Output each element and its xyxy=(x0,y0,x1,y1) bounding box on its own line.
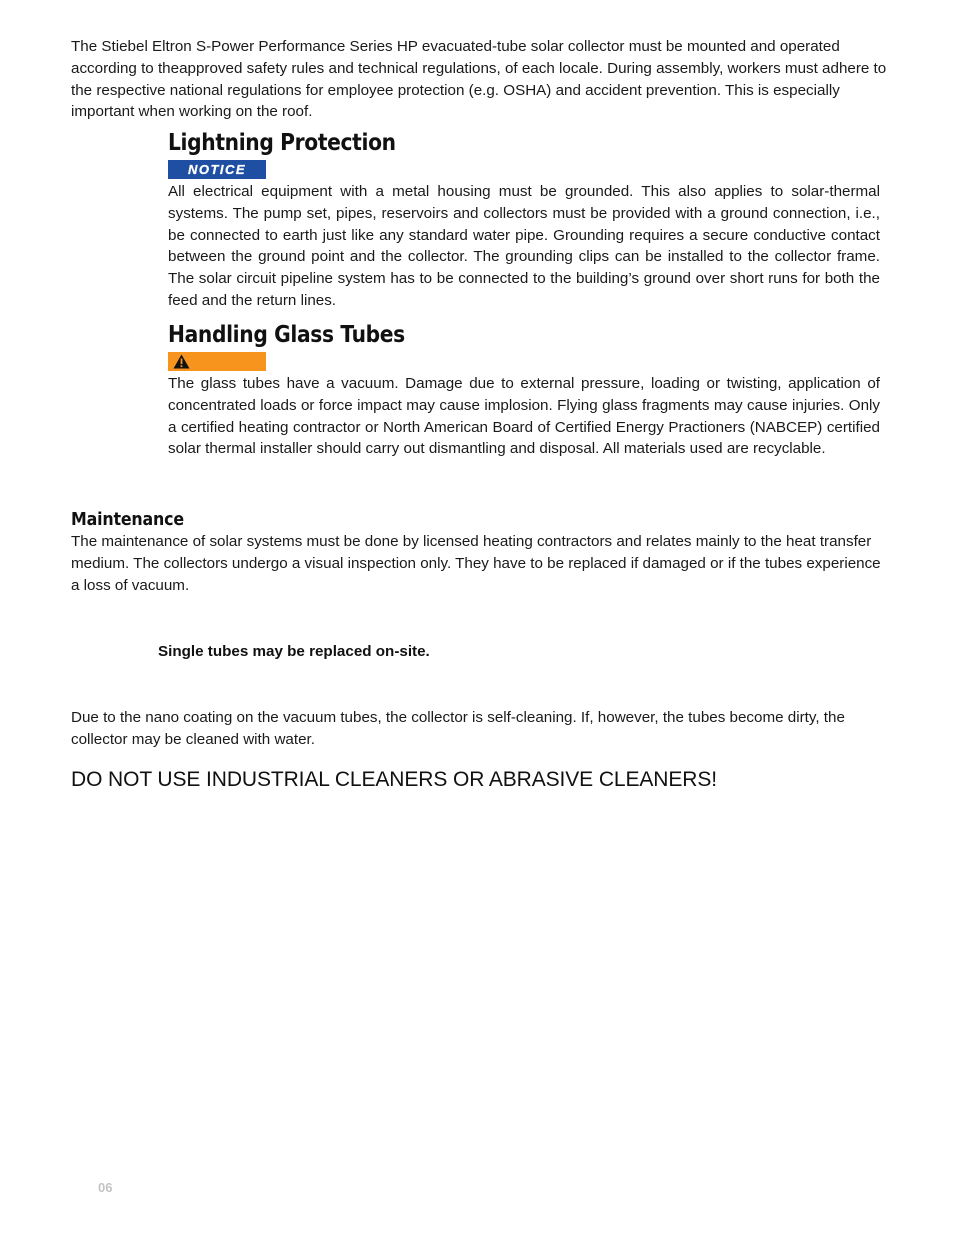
lightning-protection-section xyxy=(168,130,880,312)
cleaner-warning: DO NOT USE INDUSTRIAL CLEANERS OR ABRASIVE CLEANERS! xyxy=(71,768,717,791)
single-tubes-note: Single tubes may be replaced on-site. xyxy=(158,643,430,660)
notice-badge-label: NOTICE xyxy=(187,162,247,177)
handling-glass-tubes-heading: Handling Glass Tubes xyxy=(168,322,405,348)
lightning-protection-text: All electrical equipment with a metal housing must be grounded. This also applies to solar-thermal systems. The pump set, pipes, reservoirs and collectors must be provided with a ground connection, i.e., be connected to earth just like any standard water pipe. Grounding requires a secure conductive contact between the ground point and the collector. The grounding clips can be installed to the collector frame. The solar circuit pipeline system has to be connected to the building’s ground over short runs for both the feed and the return lines. xyxy=(168,183,880,309)
maintenance-section xyxy=(71,509,881,596)
maintenance-heading: Maintenance xyxy=(71,509,184,530)
warning-triangle-icon xyxy=(173,354,190,369)
handling-glass-tubes-text: The glass tubes have a vacuum. Damage due to external pressure, loading or twisting, application of concentrated loads or force impact may cause implosion. Flying glass fragments may cause injuries. Only a certified heating contractor or North American Board of Certified Energy Practioners (NABCEP) certified solar thermal installer should carry out dismantling and disposal. All materials used are recyclable. xyxy=(168,375,880,458)
page-number: 06 xyxy=(98,1180,113,1195)
cleaning-text: Due to the nano coating on the vacuum tubes, the collector is self-cleaning. If, however, the tubes become dirty, the collector may be cleaned with water. xyxy=(71,709,845,748)
intro-paragraph: The Stiebel Eltron S-Power Performance Series HP evacuated-tube solar collector must be mounted and operated according to theapproved safety rules and technical regulations, of each locale. During assembly, workers must adhere to the respective national regulations for employee protection (e.g. OSHA) and accident prevention. This is especially important when working on the roof. xyxy=(71,38,887,121)
warning-badge xyxy=(168,352,266,371)
maintenance-text: The maintenance of solar systems must be done by licensed heating contractors and relates mainly to the heat transfer medium. The collectors undergo a visual inspection only. They have to be replaced if damaged or if the tubes experience a loss of vacuum. xyxy=(71,533,881,594)
handling-glass-tubes-section xyxy=(168,322,880,460)
lightning-protection-heading: Lightning Protection xyxy=(168,130,396,156)
notice-badge xyxy=(168,160,266,179)
